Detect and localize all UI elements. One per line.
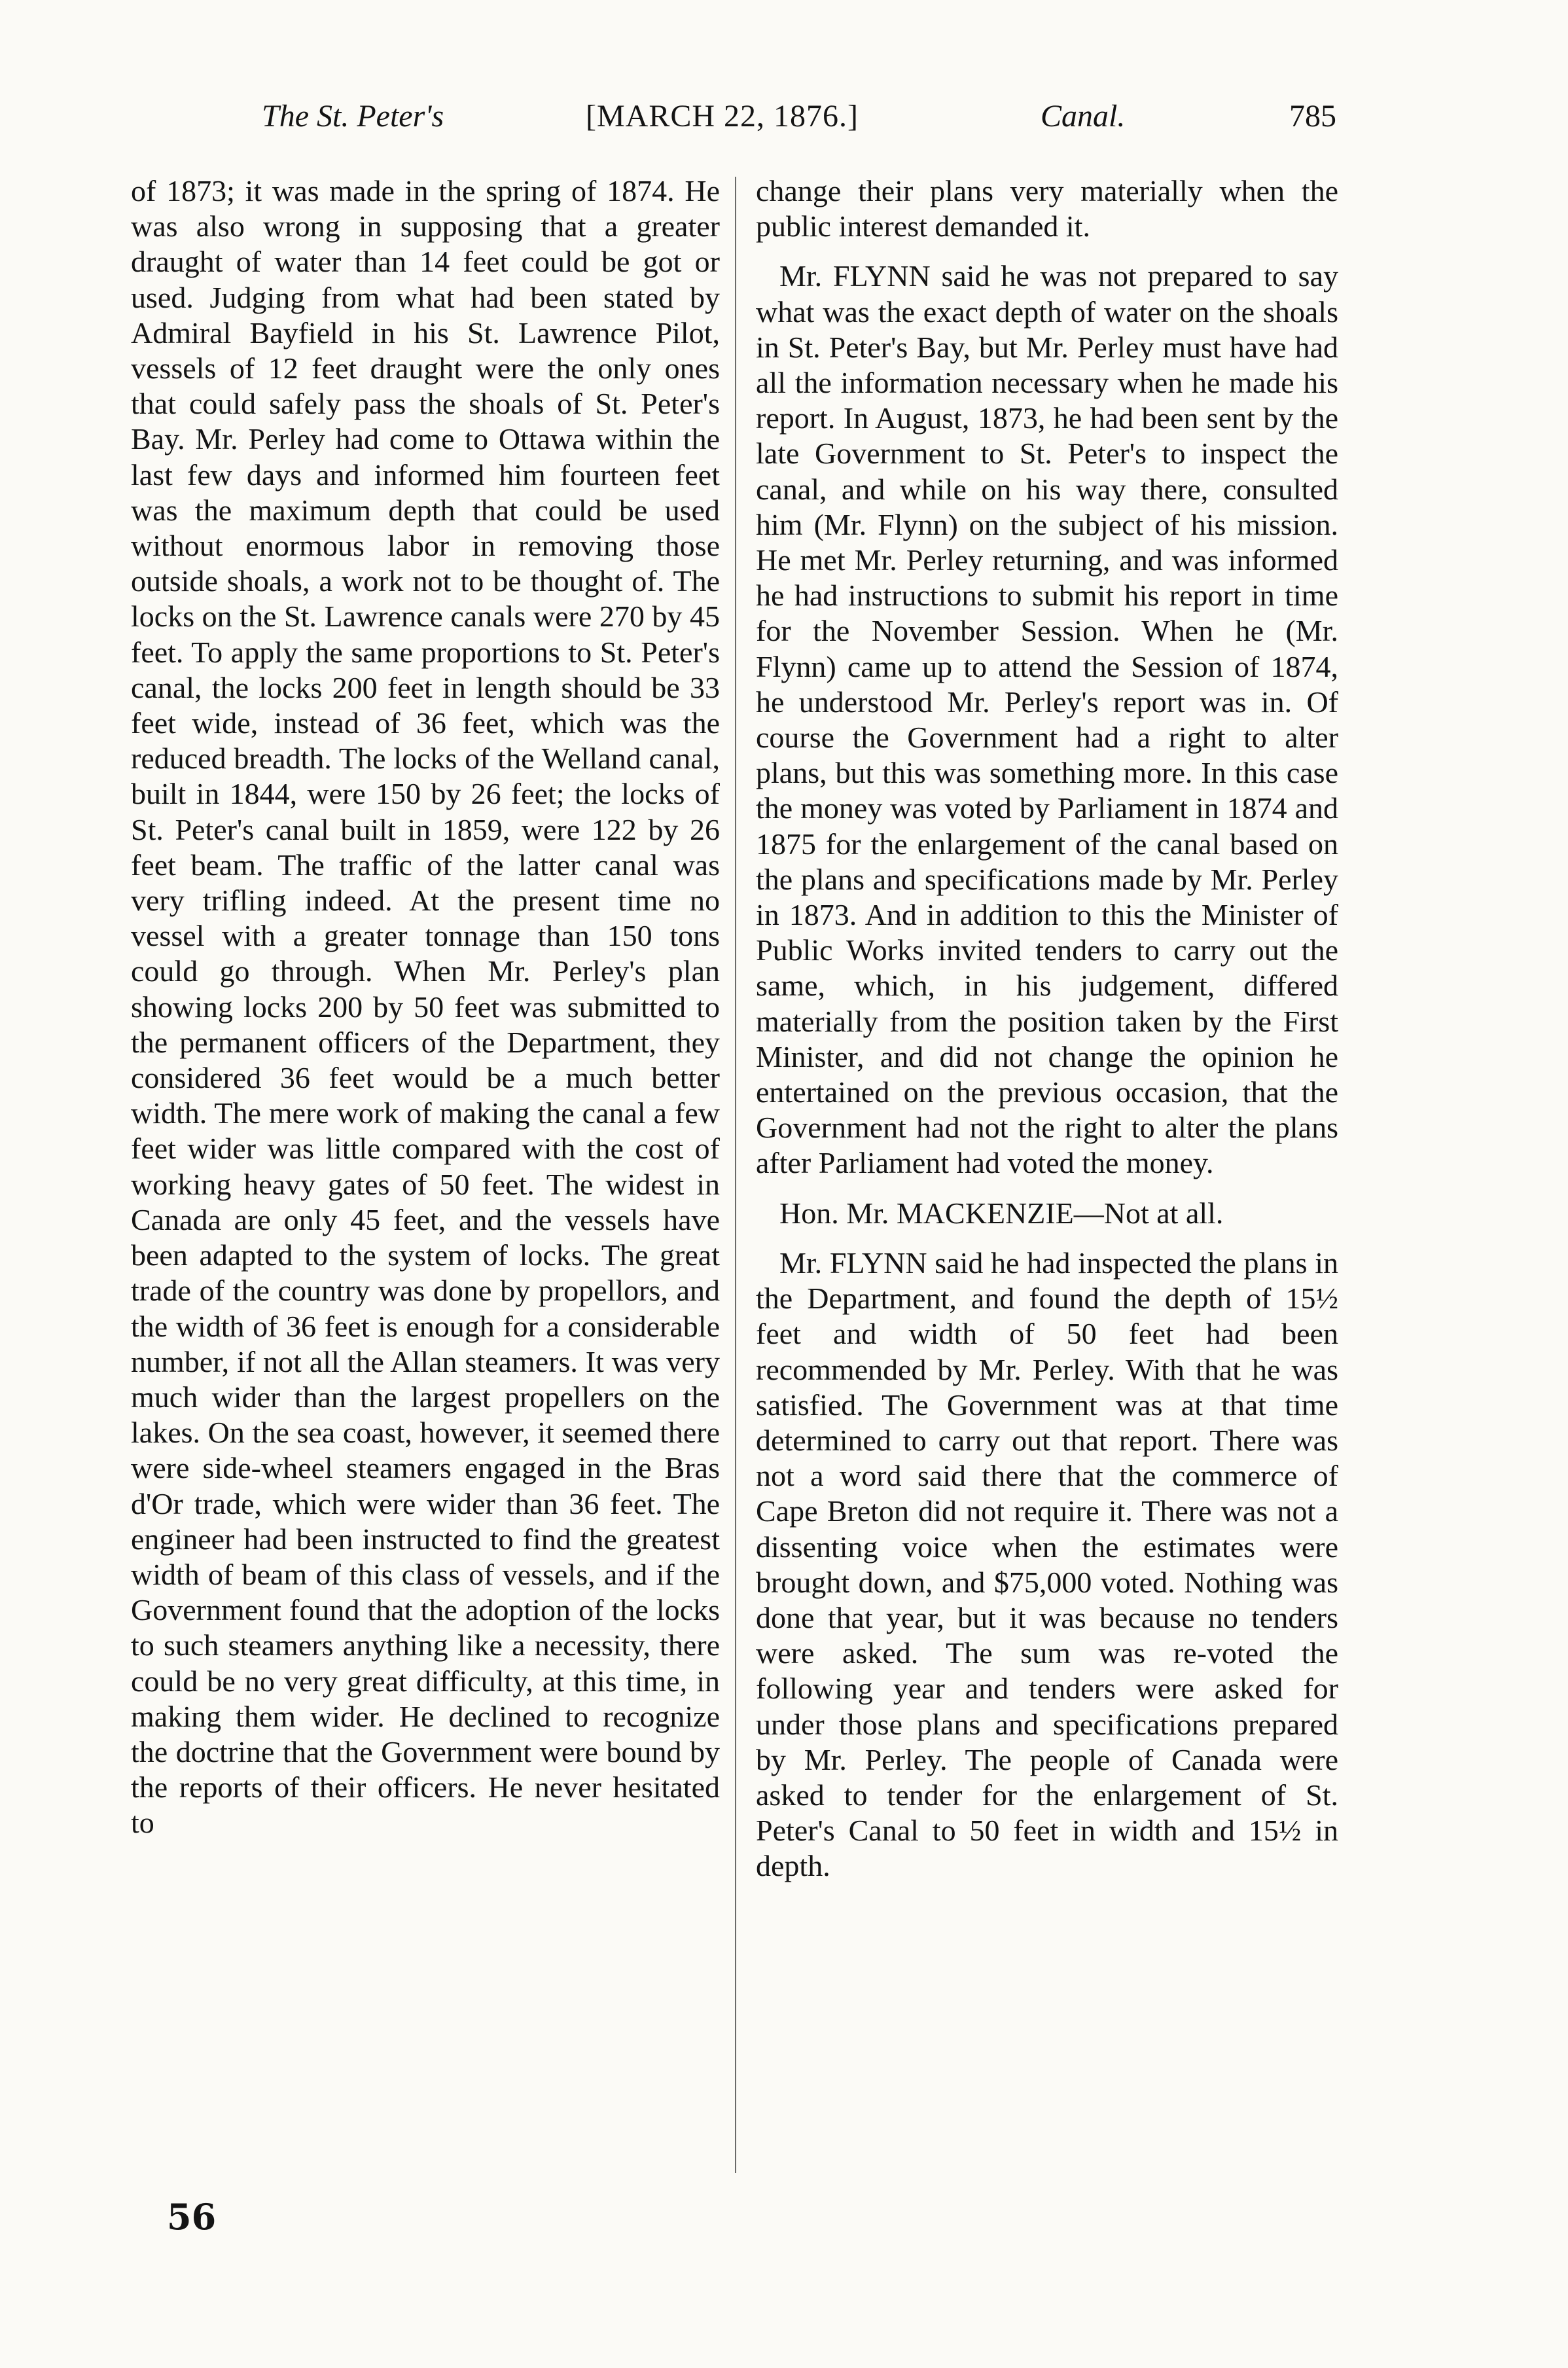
running-header	[216, 98, 1342, 151]
right-paragraph-flynn-1: Mr. FLYNN said he was not prepared to say what was the exact depth of water on the shoals in St. Peter's Bay, but Mr. Perley must have had all the information necessary when he made his report. In August, 1873, he had been sent by the late Government to St. Peter's to inspect the canal, and while on his way there, consulted him (Mr. Flynn) on the subject of his mission. He met Mr. Perley returning, and was informed he had instructions to submit his report in time for the November Session. When he (Mr. Flynn) came up to attend the Session of 1874, he understood Mr. Perley's report was in. Of course the Government had a right to alter plans, but this was something more. In this case the money was voted by Parliament in 1874 and 1875 for the enlargement of the canal based on the plans and specifications made by Mr. Perley in 1873. And in addition to this the Minister of Public Works invited tenders to carry out the same, which, in his judgement, differed materially from the position taken by the First Minister, and did not change the opinion he entertained on the previous occasion, that the Government had not the right to alter the plans after Parliament had voted the money.	[756, 259, 1338, 1180]
right-paragraph-flynn-2: Mr. FLYNN said he had inspected the plans in the Department, and found the depth of 15½ feet and width of 50 feet had been recommended by Mr. Perley. With that he was satisfied. The Government was at that time determined to carry out that report. There was not a word said there that the commerce of Cape Breton did not require it. There was not a dissenting voice when the estimates were brought down, and $75,000 voted. Nothing was done that year, but it was because no tenders were asked. The sum was re-voted the following year and tenders were asked for under those plans and specifications prepared by Mr. Perley. The people of Canada were asked to tender for the enlargement of St. Peter's Canal to 50 feet in width and 15½ in depth.	[756, 1246, 1338, 1883]
right-column	[756, 173, 1338, 1899]
left-column	[131, 173, 720, 1856]
right-paragraph-mackenzie: Hon. Mr. MACKENZIE—Not at all.	[779, 1196, 1224, 1230]
left-paragraph: of 1873; it was made in the spring of 1874. He was also wrong in supposing that a greater draught of water than 14 feet could be got or used. Judging from what had been stated by Admiral Bayfield in his St. Lawrence Pilot, vessels of 12 feet draught were the only ones that could safely pass the shoals of St. Peter's Bay. Mr. Perley had come to Ottawa within the last few days and informed him fourteen feet was the maximum depth that could be used without enormous labor in removing those outside shoals, a work not to be thought of. The locks on the St. Lawrence canals were 270 by 45 feet. To apply the same proportions to St. Peter's canal, the locks 200 feet in length should be 33 feet wide, instead of 36 feet, which was the reduced breadth. The locks of the Welland canal, built in 1844, were 150 by 26 feet; the locks of St. Peter's canal built in 1859, were 122 by 26 feet beam. The traffic of the latter canal was very trifling indeed. At the present time no vessel with a greater tonnage than 150 tons could go through. When Mr. Perley's plan showing locks 200 by 50 feet was submitted to the permanent officers of the Department, they considered 36 feet would be a much better width. The mere work of making the canal a few feet wider was little compared with the cost of working heavy gates of 50 feet. The widest in Canada are only 45 feet, and the vessels have been adapted to the system of locks. The great trade of the country was done by propellors, and the width of 36 feet is enough for a considerable number, if not all the Allan steamers. It was very much wider than the largest propellers on the lakes. On the sea coast, however, it seemed there were side-wheel steamers engaged in the Bras d'Or trade, which were wider than 36 feet. The engineer had been instructed to find the greatest width of beam of this class of vessels, and if the Government found that the adoption of the locks to such steamers anything like a necessity, there could be no very great difficulty, at this time, in making them wider. He declined to recognize the doctrine that the Government were bound by the reports of their officers. He never hesitated to	[131, 174, 720, 1840]
signature-mark: 56	[167, 2196, 217, 2238]
header-subject: Canal.	[1041, 99, 1126, 134]
right-paragraph-continuation: change their plans very materially when the public interest demanded it.	[756, 174, 1338, 243]
page-number: 785	[1289, 99, 1336, 134]
column-divider	[735, 177, 736, 2173]
header-title: The St. Peter's	[262, 99, 444, 134]
header-date: [MARCH 22, 1876.]	[586, 99, 859, 134]
